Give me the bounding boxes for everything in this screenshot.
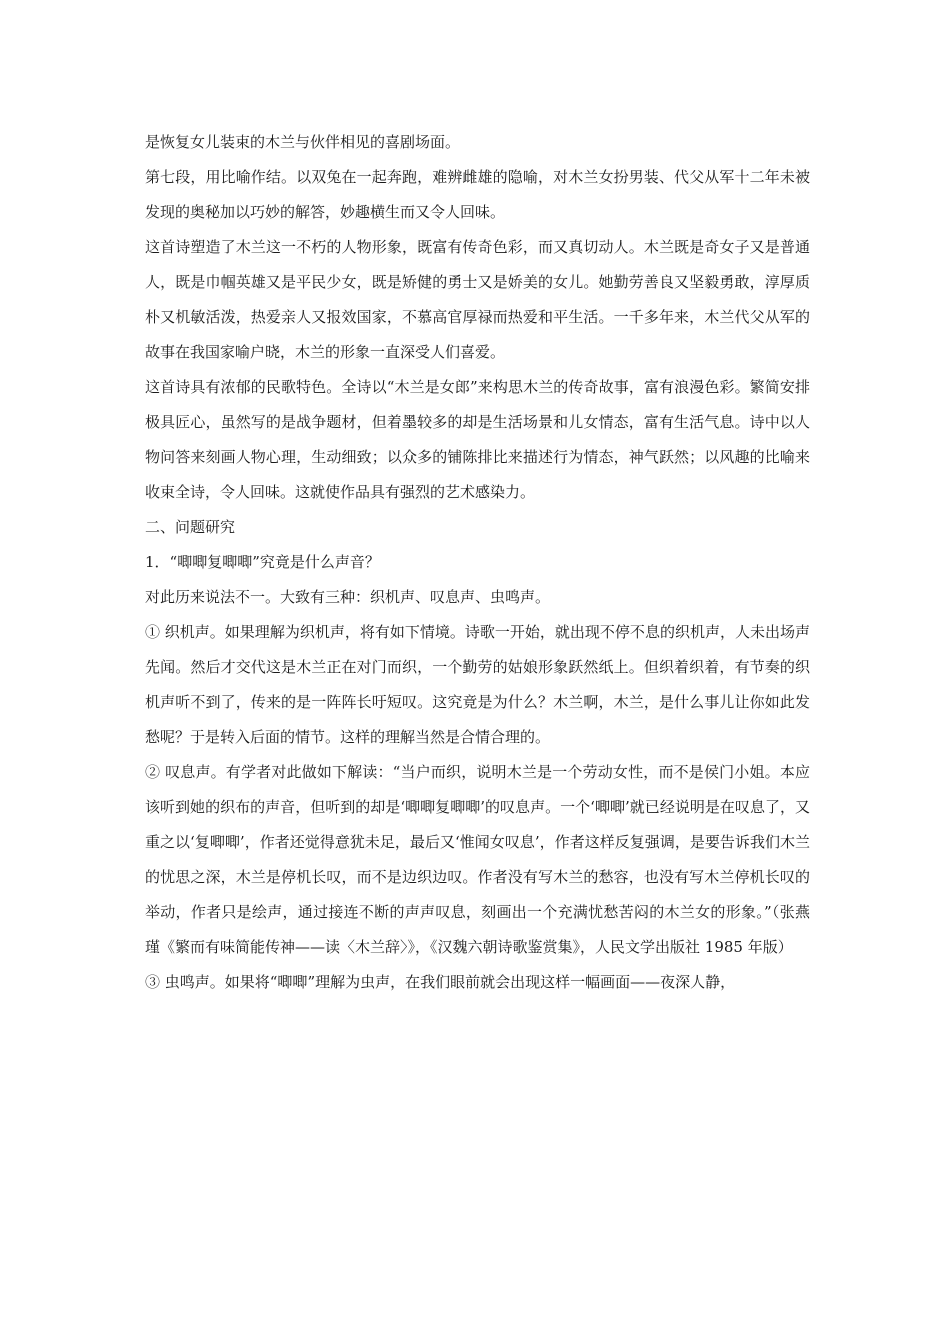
paragraph-sigh-sound: ② 叹息声。有学者对此做如下解读：“当户而织，说明木兰是一个劳动女性，而不是侯门小姐。本应该听到她的织布的声音，但听到的却是‘唧唧复唧唧’的叹息声。一个‘唧唧’就已经说明是在叹息了，又重之以‘复唧唧’，作者还觉得意犹未足，最后又‘惟闻女叹息’，作者这样反复强调，是要告诉我们木兰的忧思之深，木兰是停机长叹，而不是边织边叹。作者没有写木兰的愁容，也没有写木兰停机长叹的举动，作者只是绘声，通过接连不断的声声叹息，刻画出一个充满忧愁苦闷的木兰女的形象。”（张燕瑾《繁而有味简能传神——读〈木兰辞〉》，《汉魏六朝诗歌鉴赏集》，人民文学出版社 1985 年版）	[145, 763, 810, 956]
paragraph-three-views: 对此历来说法不一。大致有三种：织机声、叹息声、虫鸣声。	[145, 588, 551, 606]
paragraph-closing-scene: 是恢复女儿装束的木兰与伙伴相见的喜剧场面。	[145, 133, 461, 151]
paragraph-seventh-section: 第七段，用比喻作结。以双兔在一起奔跑，难辨雌雄的隐喻，对木兰女扮男装、代父从军十二年未被发现的奥秘加以巧妙的解答，妙趣横生而又令人回味。	[145, 168, 810, 221]
section-heading-problem-research: 二、问题研究	[145, 518, 236, 536]
document-body	[145, 125, 810, 1000]
paragraph-folk-song-features: 这首诗具有浓郁的民歌特色。全诗以“木兰是女郎”来构思木兰的传奇故事，富有浪漫色彩。繁简安排极具匠心，虽然写的是战争题材，但着墨较多的却是生活场景和儿女情态，富有生活气息。诗中以人物问答来刻画人物心理，生动细致；以众多的铺陈排比来描述行为情态，神气跃然；以风趣的比喻来收束全诗，令人回味。这就使作品具有强烈的艺术感染力。	[145, 378, 810, 501]
question-heading-1: 1．“唧唧复唧唧”究竟是什么声音？	[145, 553, 380, 571]
paragraph-insect-sound: ③ 虫鸣声。如果将“唧唧”理解为虫声，在我们眼前就会出现这样一幅画面——夜深人静，	[145, 973, 736, 991]
paragraph-character-image: 这首诗塑造了木兰这一不朽的人物形象，既富有传奇色彩，而又真切动人。木兰既是奇女子又是普通人，既是巾帼英雄又是平民少女，既是矫健的勇士又是娇美的女儿。她勤劳善良又坚毅勇敢，淳厚质朴又机敏活泼，热爱亲人又报效国家，不慕高官厚禄而热爱和平生活。一千多年来，木兰代父从军的故事在我国家喻户晓，木兰的形象一直深受人们喜爱。	[145, 238, 810, 361]
paragraph-loom-sound: ① 织机声。如果理解为织机声，将有如下情境。诗歌一开始，就出现不停不息的织机声，人未出场声先闻。然后才交代这是木兰正在对门而织，一个勤劳的姑娘形象跃然纸上。但织着织着，有节奏的织机声听不到了，传来的是一阵阵长吁短叹。这究竟是为什么？木兰啊，木兰，是什么事儿让你如此发愁呢？于是转入后面的情节。这样的理解当然是合情合理的。	[145, 623, 810, 746]
